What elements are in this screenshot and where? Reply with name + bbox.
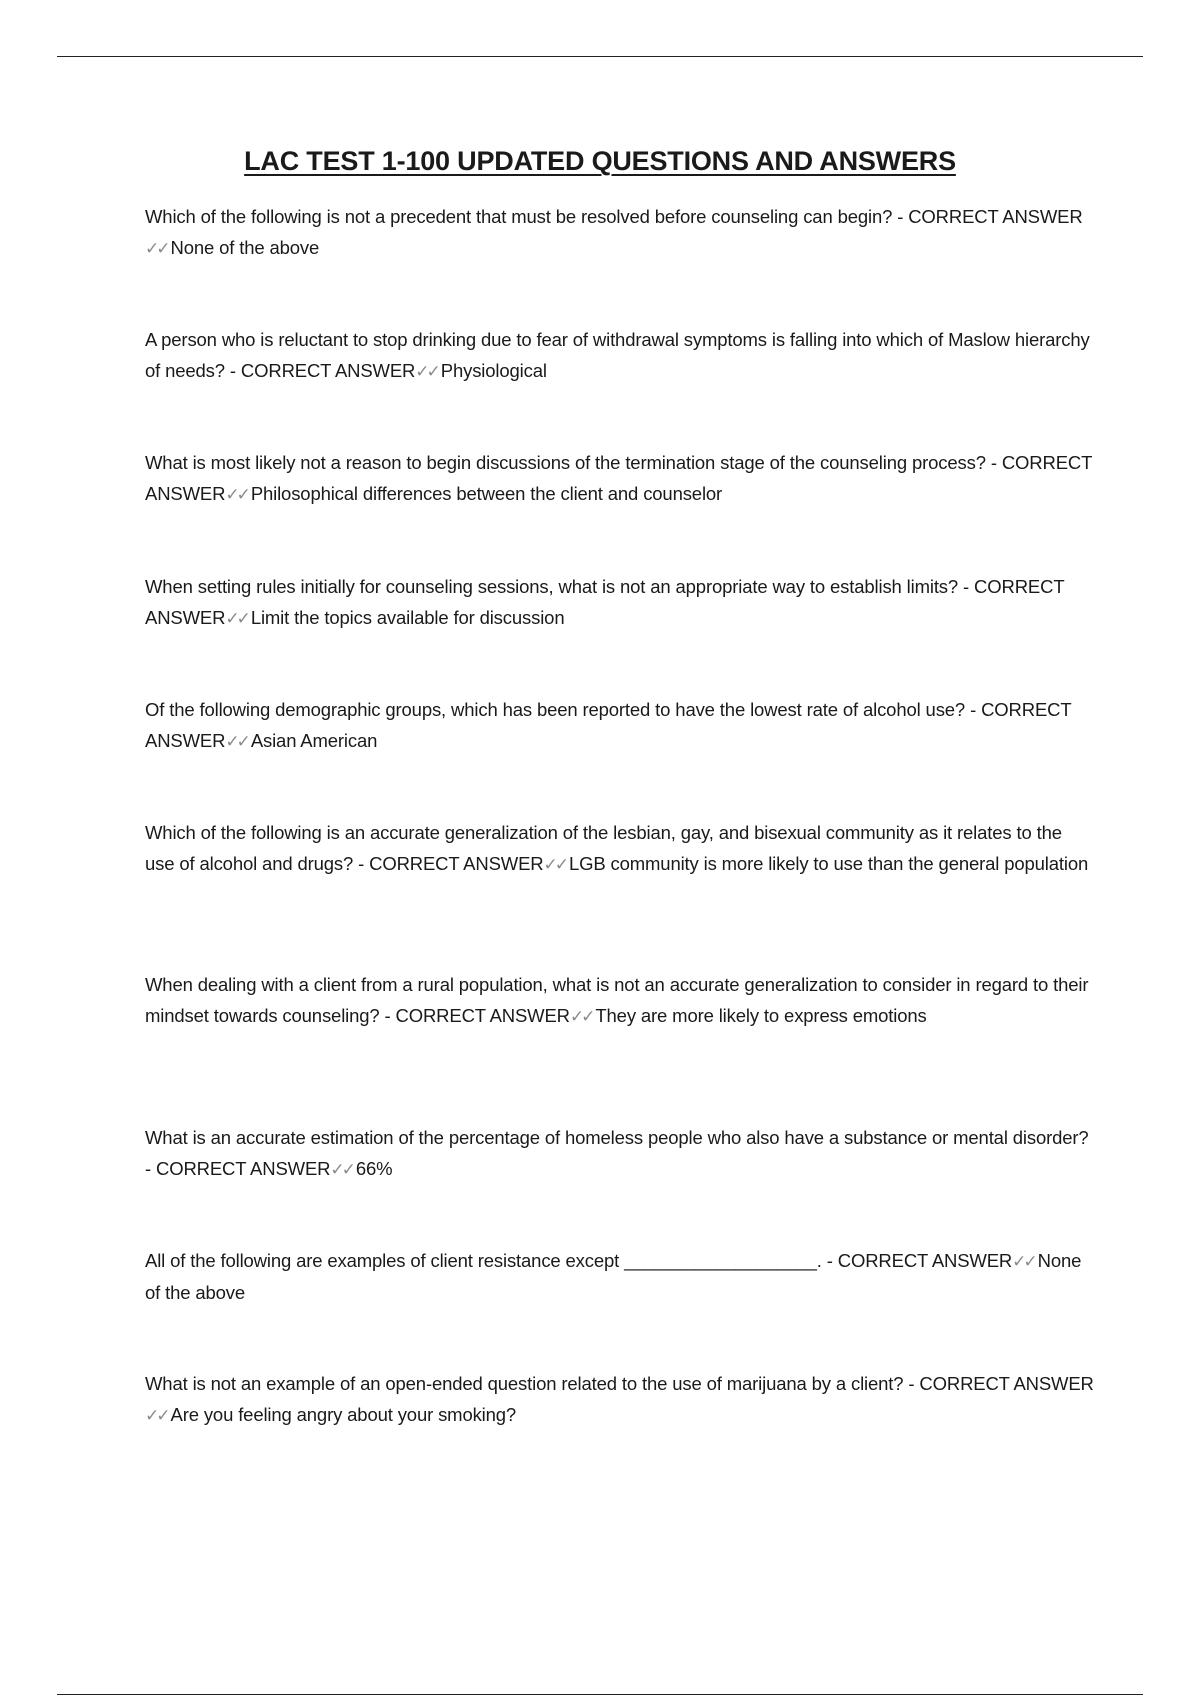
answer-text: Limit the topics available for discussion	[250, 607, 565, 628]
qa-item	[145, 571, 1095, 634]
answer-label: - CORRECT ANSWER	[379, 1005, 570, 1026]
double-check-icon: ✓✓	[415, 362, 438, 381]
answer-label: - CORRECT ANSWER	[145, 452, 1092, 504]
qa-item	[145, 1245, 1095, 1308]
question-text: What is most likely not a reason to begin discussions of the termination stage of the counseling process?	[145, 452, 986, 473]
qa-item	[145, 1368, 1095, 1431]
double-check-icon: ✓✓	[145, 1406, 168, 1425]
qa-item	[145, 1122, 1095, 1185]
question-text: What is an accurate estimation of the percentage of homeless people who also have a substance or mental disorder?	[145, 1127, 1089, 1148]
answer-text: 66%	[355, 1158, 393, 1179]
question-text: When dealing with a client from a rural population, what is not an accurate generalization to consider in regard to their mindset towards counseling?	[145, 974, 1089, 1026]
answer-text: Asian American	[250, 730, 378, 751]
question-text: A person who is reluctant to stop drinking due to fear of withdrawal symptoms is falling into which of Maslow hierarchy of needs?	[145, 329, 1090, 381]
double-check-icon: ✓✓	[330, 1160, 353, 1179]
question-text: When setting rules initially for counseling sessions, what is not an appropriate way to establish limits?	[145, 576, 959, 597]
answer-label: - CORRECT ANSWER	[353, 853, 544, 874]
answer-label: - CORRECT ANSWER	[821, 1250, 1013, 1271]
qa-item	[145, 694, 1095, 757]
bottom-rule	[57, 1694, 1143, 1695]
answer-text: None of the above	[170, 237, 320, 258]
qa-item	[145, 201, 1095, 264]
double-check-icon: ✓✓	[543, 855, 566, 874]
question-text: Which of the following is an accurate generalization of the lesbian, gay, and bisexual community as it relates to the use of alcohol and drugs?	[145, 822, 1062, 874]
qa-item	[145, 817, 1095, 880]
top-rule	[57, 56, 1143, 57]
question-text: All of the following are examples of client resistance except ___________________.	[145, 1250, 822, 1271]
double-check-icon: ✓✓	[1012, 1252, 1035, 1271]
answer-text: LGB community is more likely to use than the general population	[568, 853, 1089, 874]
answer-label: - CORRECT ANSWER	[145, 576, 1065, 628]
double-check-icon: ✓✓	[569, 1007, 593, 1026]
answer-text: Physiological	[440, 360, 547, 381]
answer-text: Philosophical differences between the client and counselor	[250, 483, 723, 504]
question-text: What is not an example of an open-ended question related to the use of marijuana by a client?	[145, 1373, 904, 1394]
question-text: Which of the following is not a precedent that must be resolved before counseling can begin?	[145, 206, 893, 227]
qa-item	[145, 969, 1095, 1032]
answer-label: - CORRECT ANSWER	[224, 360, 416, 381]
qa-item	[145, 324, 1095, 387]
page-title	[0, 146, 1200, 177]
question-text: Of the following demographic groups, which has been reported to have the lowest rate of alcohol use?	[145, 699, 966, 720]
answer-label: - CORRECT ANSWER	[145, 699, 1072, 751]
double-check-icon: ✓✓	[225, 732, 248, 751]
answer-label: - CORRECT ANSWER	[145, 1158, 331, 1179]
answer-text: They are more likely to express emotions	[595, 1005, 927, 1026]
qa-item	[145, 447, 1095, 510]
answer-label: - CORRECT ANSWER	[892, 206, 1083, 227]
double-check-icon: ✓✓	[145, 239, 168, 258]
page-title-text: LAC TEST 1-100 UPDATED QUESTIONS AND ANSWERS	[244, 146, 956, 176]
answer-label: - CORRECT ANSWER	[903, 1373, 1094, 1394]
answer-text: Are you feeling angry about your smoking?	[170, 1404, 517, 1425]
double-check-icon: ✓✓	[225, 485, 248, 504]
answer-text: None of the above	[145, 1250, 1082, 1303]
double-check-icon: ✓✓	[225, 609, 248, 628]
